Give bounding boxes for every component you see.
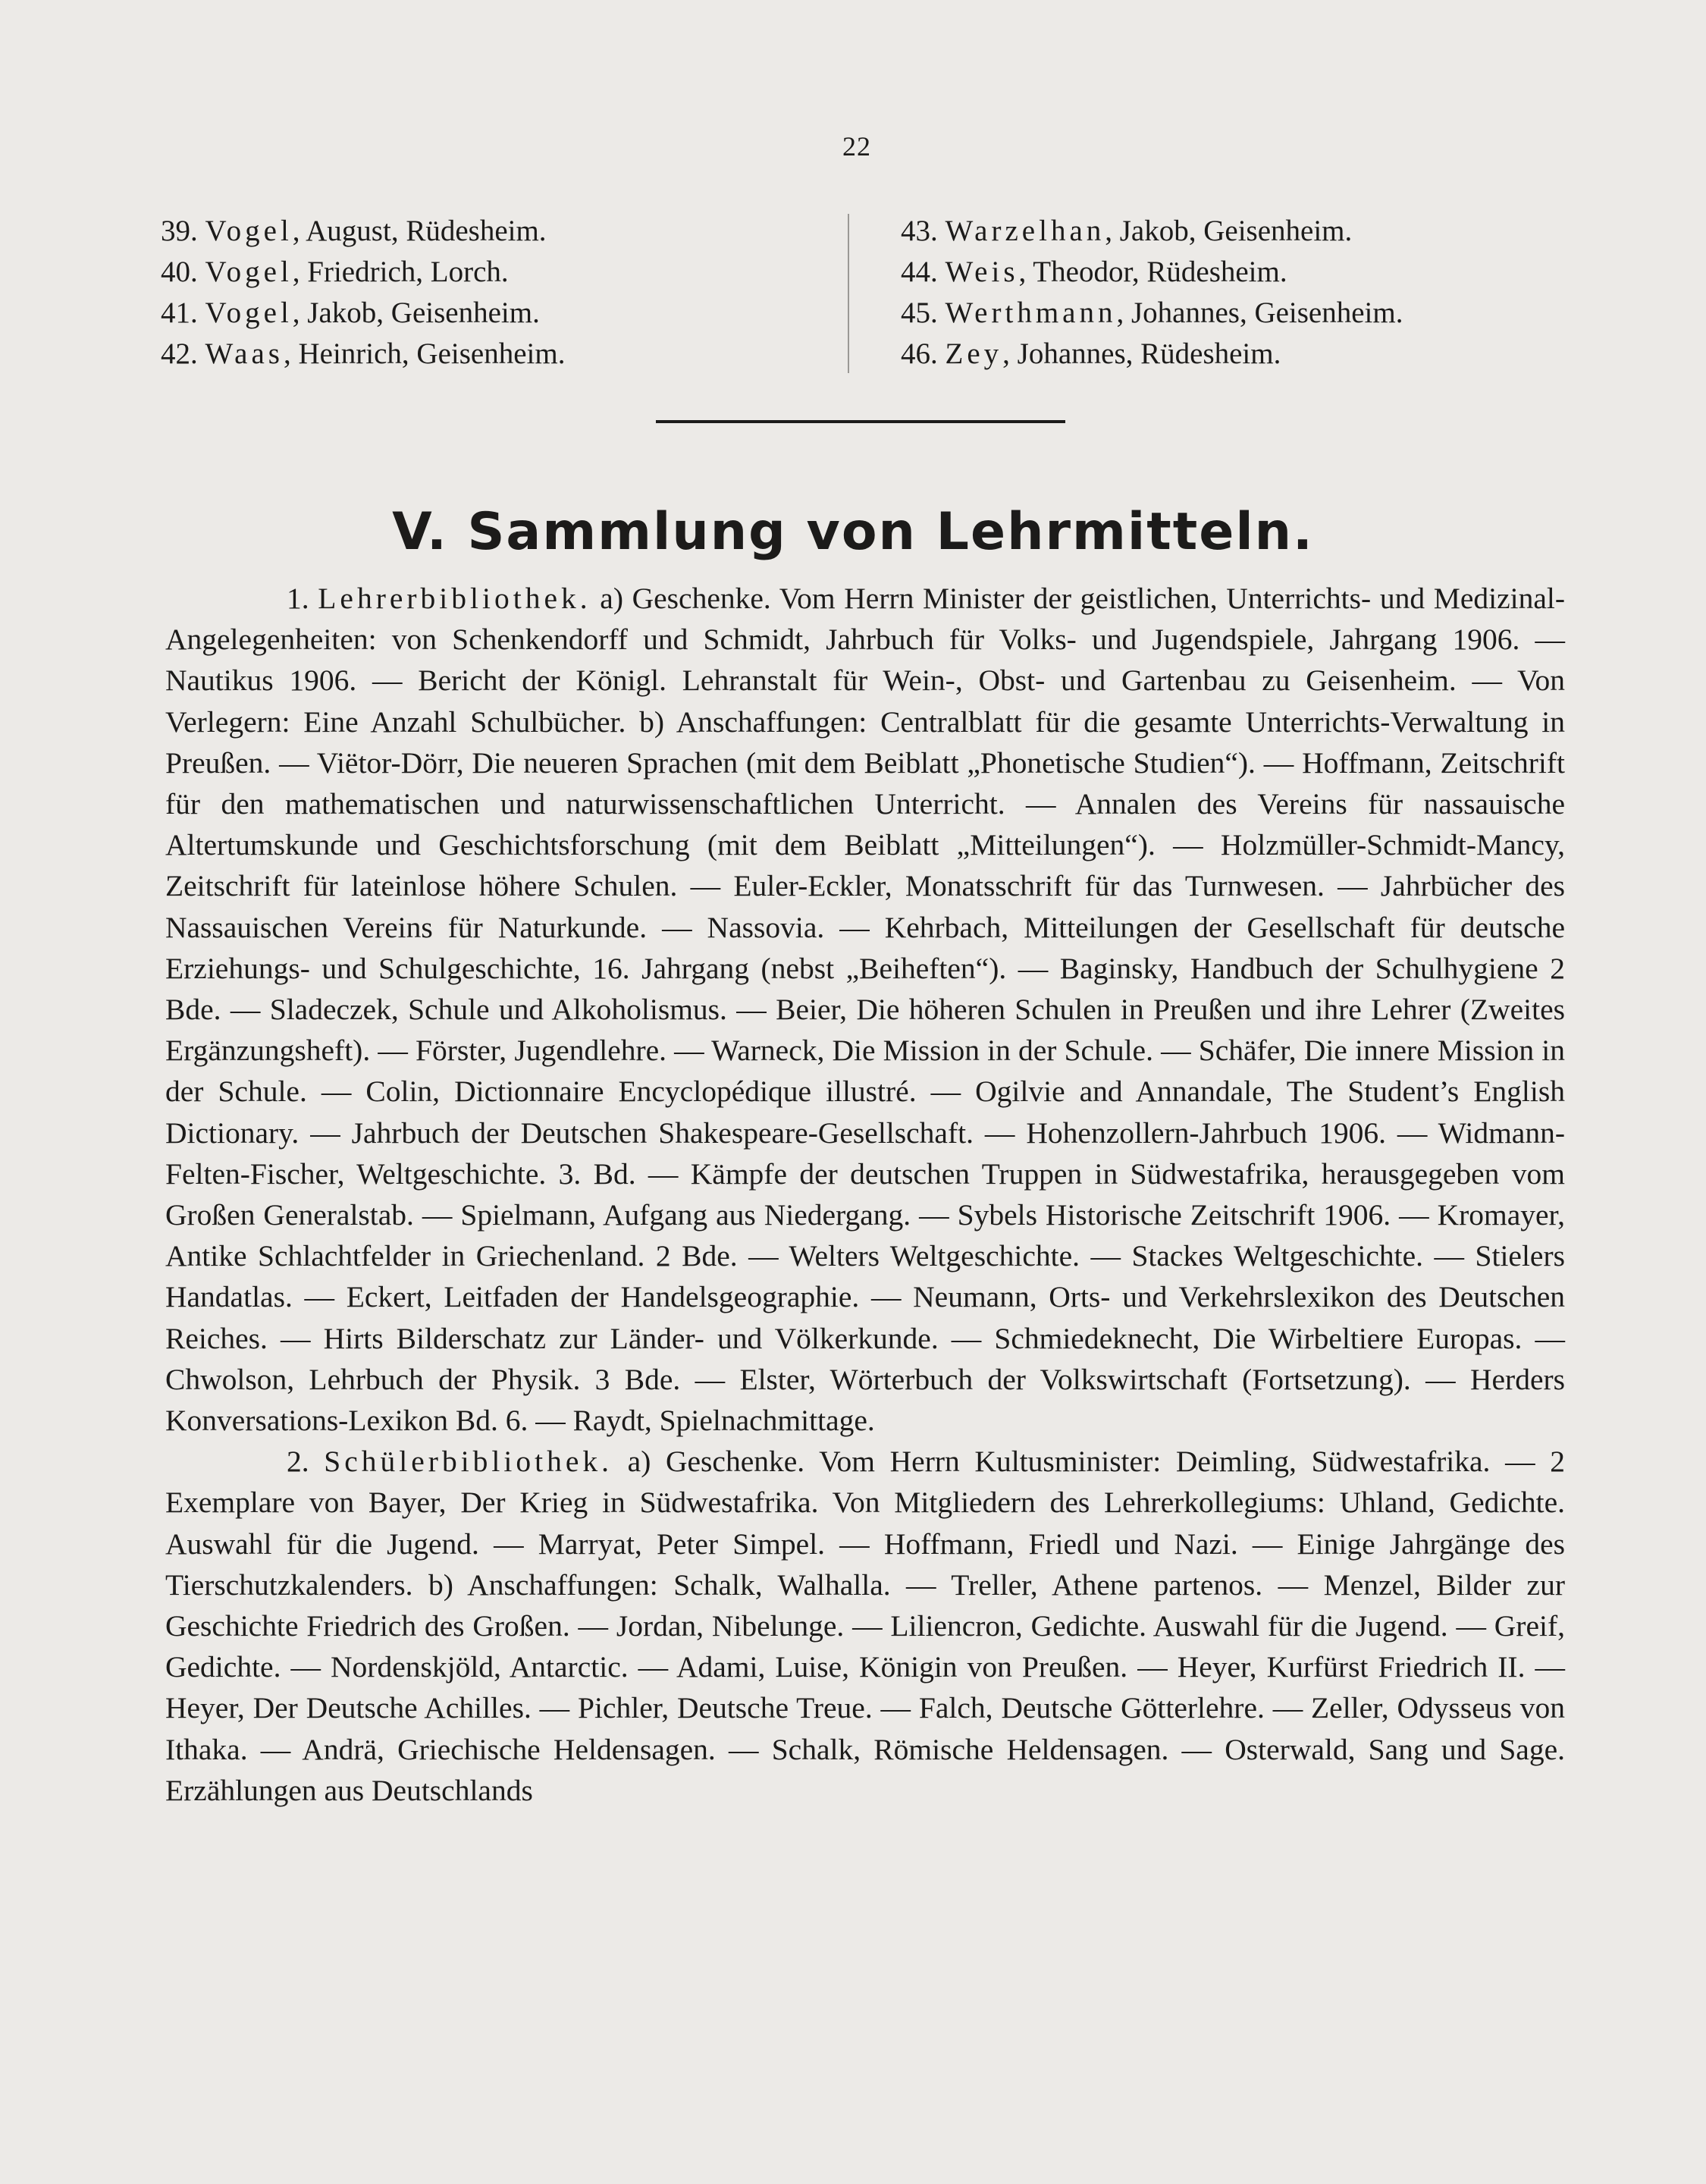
list-item: 45. Werthmann, Johannes, Geisenheim. xyxy=(901,297,1403,329)
list-item: 40. Vogel, Friedrich, Lorch. xyxy=(161,256,509,288)
list-item: 44. Weis, Theodor, Rüdesheim. xyxy=(901,256,1287,288)
paragraph-student-library: 2. Schülerbibliothek. a) Geschenke. Vom Herrn Kultusminister: Deimling, Südwestafrika. — 2 Exemplare von Bayer, Der Krieg in Südwestafrika. Von Mitgliedern des Lehrerkollegiums: Uhland, Gedichte. Auswahl für die Jugend. — Marryat, Peter Simpel. — Hoffmann, Friedl und Nazi. — Einige Jahrgänge des Tierschutzkalenders. b) Anschaffungen: Schalk, Walhalla. — Treller, Athene partenos. — Menzel, Bilder zur Geschichte Friedrich des Großen. — Jordan, Nibelunge. — Liliencron, Gedichte. Auswahl für die Jugend. — Greif, Gedichte. — Nordenskjöld, Antarctic. — Adami, Luise, Königin von Preußen. — Heyer, Kurfürst Friedrich II. — Heyer, Der Deutsche Achilles. — Pichler, Deutsche Treue. — Falch, Deutsche Götterlehre. — Zeller, Odysseus von Ithaka. — Andrä, Griechische Heldensagen. — Schalk, Römische Heldensagen. — Osterwald, Sang und Sage. Erzählungen aus Deutschlands xyxy=(165,1445,1565,1807)
paragraph-label: Lehrerbibliothek. xyxy=(318,582,591,615)
section-divider-rule xyxy=(656,420,1065,423)
list-item: 46. Zey, Johannes, Rüdesheim. xyxy=(901,337,1281,370)
name-list-right xyxy=(901,211,1583,375)
column-divider xyxy=(848,214,849,373)
page-number: 22 xyxy=(842,131,871,162)
list-item: 41. Vogel, Jakob, Geisenheim. xyxy=(161,297,540,329)
name-list-left xyxy=(161,211,828,375)
paragraph-teacher-library: 1. Lehrerbibliothek. a) Geschenke. Vom Herrn Minister der geistlichen, Unterrichts- und Medizinal-Angelegenheiten: von Schenkendorff und Schmidt, Jahrbuch für Volks- und Jugendspiele, Jahrgang 1906. — Nautikus 1906. — Bericht der Königl. Lehranstalt für Wein-, Obst- und Gartenbau zu Geisenheim. — Von Verlegern: Eine Anzahl Schulbücher. b) Anschaffungen: Centralblatt für die gesamte Unterrichts-Verwaltung in Preußen. — Viëtor-Dörr, Die neueren Sprachen (mit dem Beiblatt „Phonetische Studien“). — Hoffmann, Zeitschrift für den mathematischen und naturwissenschaftlichen Unterricht. — Annalen des Vereins für nassauische Altertumskunde und Geschichtsforschung (mit dem Beiblatt „Mitteilungen“). — Holzmüller-Schmidt-Mancy, Zeitschrift für lateinlose höhere Schulen. — Euler-Eckler, Monatsschrift für das Turnwesen. — Jahrbücher des Nassauischen Vereins für Naturkunde. — Nassovia. — Kehrbach, Mitteilungen der Gesellschaft für deutsche Erziehungs- und Schulgeschichte, 16. Jahrgang (nebst „Beiheften“). — Baginsky, Handbuch der Schulhygiene 2 Bde. — Sladeczek, Schule und Alkoholismus. — Beier, Die höheren Schulen in Preußen und ihre Lehrer (Zweites Ergänzungsheft). — Förster, Jugendlehre. — Warneck, Die Mission in der Schule. — Schäfer, Die innere Mission in der Schule. — Colin, Dictionnaire Encyclopédique illustré. — Ogilvie and Annandale, The Student’s English Dictionary. — Jahrbuch der Deutschen Shakespeare-Gesellschaft. — Hohenzollern-Jahrbuch 1906. — Widmann-Felten-Fischer, Weltgeschichte. 3. Bd. — Kämpfe der deutschen Truppen in Südwestafrika, herausgegeben vom Großen Generalstab. — Spielmann, Aufgang aus Niedergang. — Sybels Historische Zeitschrift 1906. — Kromayer, Antike Schlachtfelder in Griechenland. 2 Bde. — Welters Weltgeschichte. — Stackes Weltgeschichte. — Stielers Handatlas. — Eckert, Leitfaden der Handelsgeographie. — Neumann, Orts- und Verkehrslexikon des Deutschen Reiches. — Hirts Bilderschatz zur Länder- und Völkerkunde. — Schmiedeknecht, Die Wirbeltiere Europas. — Chwolson, Lehrbuch der Physik. 3 Bde. — Elster, Wörterbuch der Volkswirtschaft (Fortsetzung). — Herders Konversations-Lexikon Bd. 6. — Raydt, Spielnachmittage. xyxy=(165,582,1566,1438)
body-text xyxy=(165,578,1565,1811)
section-heading: V. Sammlung von Lehrmitteln. xyxy=(392,502,1314,562)
list-item: 42. Waas, Heinrich, Geisenheim. xyxy=(161,337,566,370)
list-item: 39. Vogel, August, Rüdesheim. xyxy=(161,215,547,247)
paragraph-label: Schülerbibliothek. xyxy=(324,1445,613,1479)
list-item: 43. Warzelhan, Jakob, Geisenheim. xyxy=(901,215,1353,247)
